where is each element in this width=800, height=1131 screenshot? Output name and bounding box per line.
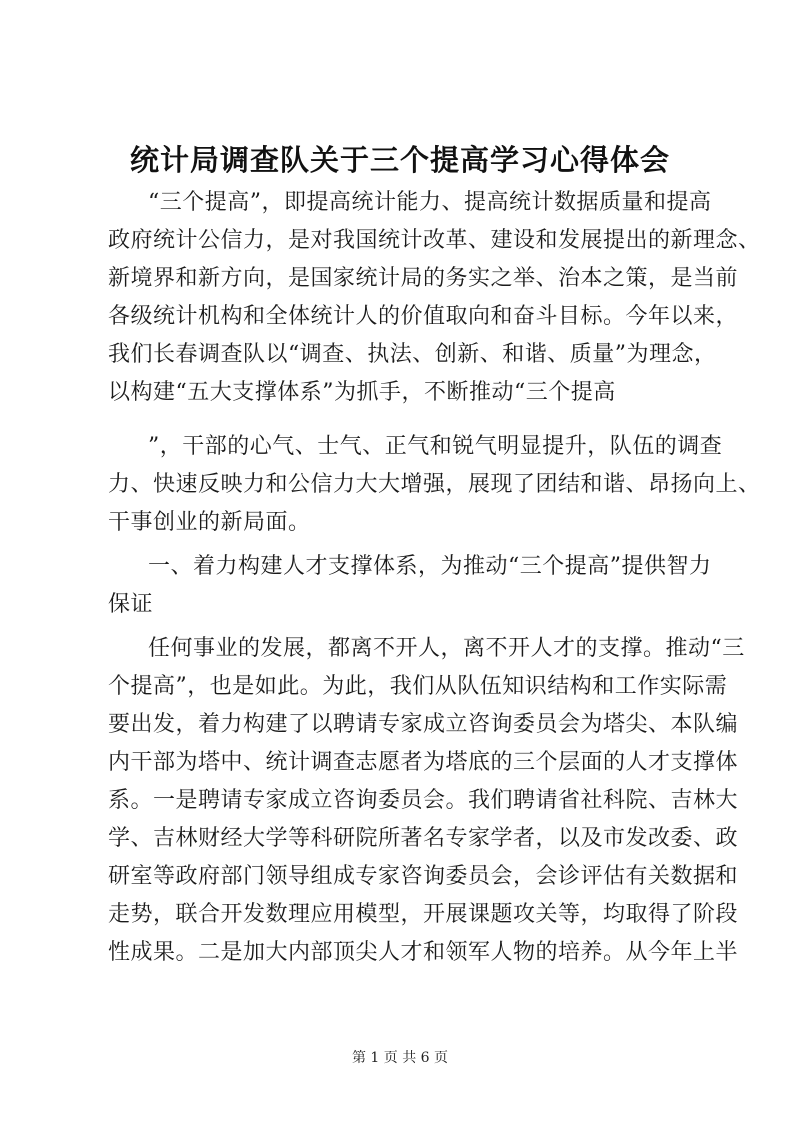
body-line-3: 新境界和新方向，是国家统计局的务实之举、治本之策，是当前	[108, 266, 739, 291]
section-heading-1-cont: 保证	[108, 592, 154, 617]
body-line-16: 系。一是聘请专家成立咨询委员会。我们聘请省社科院、吉林大	[108, 788, 739, 813]
body-line-13: 个提高”，也是如此。为此，我们从队伍知识结构和工作实际需	[108, 674, 728, 699]
body-line-2: 政府统计公信力，是对我国统计改革、建设和发展提出的新理念、	[108, 228, 761, 253]
body-line-14: 要出发，着力构建了以聘请专家成立咨询委员会为塔尖、本队编	[108, 712, 739, 737]
body-line-6: 以构建“五大支撑体系”为抓手，不断推动“三个提高	[108, 380, 616, 405]
body-line-20: 性成果。二是加大内部顶尖人才和领军人物的培养。从今年上半	[108, 940, 739, 965]
body-line-12: 任何事业的发展，都离不开人，离不开人才的支撑。推动“三	[148, 636, 745, 661]
document-title: 统计局调查队关于三个提高学习心得体会	[129, 143, 670, 177]
body-line-8: 力、快速反映力和公信力大大增强，展现了团结和谐、昂扬向上、	[108, 472, 761, 497]
body-line-1: “三个提高”，即提高统计能力、提高统计数据质量和提高	[148, 190, 712, 215]
body-line-19: 走势，联合开发数理应用模型，开展课题攻关等，均取得了阶段	[108, 902, 739, 927]
body-line-4: 各级统计机构和全体统计人的价值取向和奋斗目标。今年以来，	[108, 304, 739, 329]
body-line-5: 我们长春调查队以“调查、执法、创新、和谐、质量”为理念，	[108, 342, 717, 367]
body-line-17: 学、吉林财经大学等科研院所著名专家学者，以及市发改委、政	[108, 826, 739, 851]
body-line-18: 研室等政府部门领导组成专家咨询委员会，会诊评估有关数据和	[108, 864, 739, 889]
body-line-15: 内干部为塔中、统计调查志愿者为塔底的三个层面的人才支撑体	[108, 750, 739, 775]
section-heading-1: 一、着力构建人才支撑体系，为推动“三个提高”提供智力	[148, 554, 712, 579]
body-line-9: 干事创业的新局面。	[108, 510, 311, 535]
body-line-7: ”，干部的心气、士气、正气和锐气明显提升，队伍的调查	[148, 434, 723, 459]
page-number-footer: 第 1 页 共 6 页	[351, 1050, 449, 1066]
